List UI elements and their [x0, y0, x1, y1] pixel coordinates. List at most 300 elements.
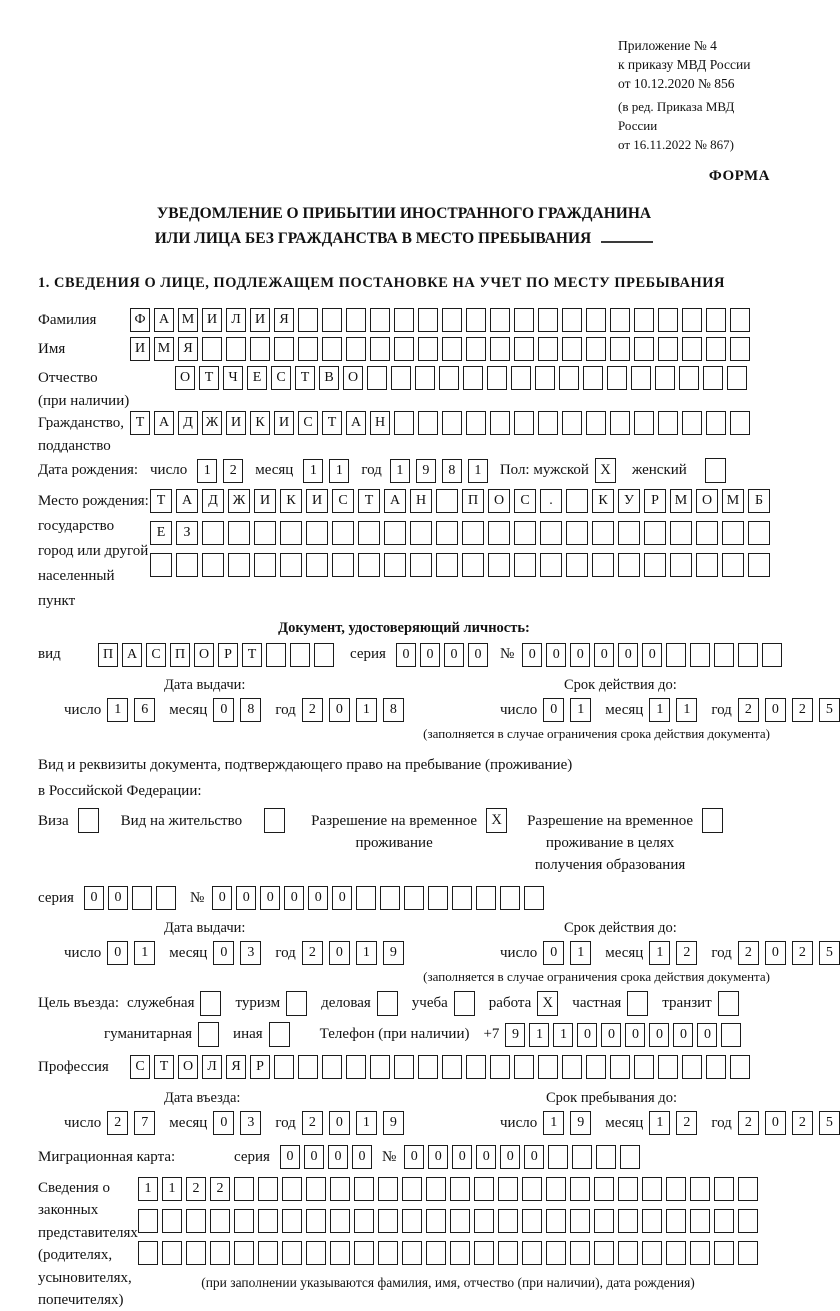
char-box[interactable] [618, 521, 640, 545]
char-box[interactable] [280, 521, 302, 545]
char-box[interactable] [282, 1241, 302, 1265]
char-box[interactable]: 8 [383, 698, 404, 722]
char-box[interactable] [394, 337, 414, 361]
char-box[interactable] [721, 1023, 741, 1047]
char-box[interactable] [354, 1241, 374, 1265]
char-box[interactable]: 0 [108, 886, 128, 910]
char-box[interactable] [514, 337, 534, 361]
char-box[interactable]: 2 [186, 1177, 206, 1201]
char-box[interactable] [570, 1177, 590, 1201]
stay-year-input[interactable] [738, 1111, 840, 1135]
char-box[interactable]: 0 [570, 643, 590, 667]
char-box[interactable]: 0 [332, 886, 352, 910]
char-box[interactable]: 0 [642, 643, 662, 667]
char-box[interactable] [466, 337, 486, 361]
id-doc-type-input[interactable] [98, 643, 334, 667]
char-box[interactable] [186, 1209, 206, 1233]
char-box[interactable] [306, 553, 328, 577]
char-box[interactable]: 2 [676, 941, 697, 965]
char-box[interactable]: 1 [356, 1111, 377, 1135]
char-box[interactable] [442, 411, 462, 435]
char-box[interactable] [418, 1055, 438, 1079]
char-box[interactable]: 1 [529, 1023, 549, 1047]
char-box[interactable]: 0 [543, 941, 564, 965]
char-box[interactable]: 9 [570, 1111, 591, 1135]
char-box[interactable] [378, 1209, 398, 1233]
char-box[interactable]: М [178, 308, 198, 332]
valid-day-input[interactable] [543, 941, 591, 965]
issue-month-input[interactable] [213, 941, 261, 965]
char-box[interactable]: 1 [138, 1177, 158, 1201]
char-box[interactable] [562, 411, 582, 435]
purpose-official-checkbox[interactable] [200, 991, 221, 1016]
char-box[interactable] [730, 308, 750, 332]
valid-month-input[interactable] [649, 698, 697, 722]
char-box[interactable]: 2 [792, 698, 813, 722]
char-box[interactable]: 1 [649, 941, 670, 965]
char-box[interactable] [488, 521, 510, 545]
residence-permit-checkbox[interactable] [264, 808, 285, 833]
char-box[interactable] [436, 553, 458, 577]
char-box[interactable] [642, 1241, 662, 1265]
char-box[interactable]: А [384, 489, 406, 513]
char-box[interactable] [655, 366, 675, 390]
char-box[interactable] [690, 643, 710, 667]
char-box[interactable] [634, 411, 654, 435]
char-box[interactable]: 0 [308, 886, 328, 910]
char-box[interactable]: М [154, 337, 174, 361]
char-box[interactable] [738, 643, 758, 667]
char-box[interactable]: Я [226, 1055, 246, 1079]
char-box[interactable]: 1 [468, 459, 488, 483]
purpose-private-checkbox[interactable] [627, 991, 648, 1016]
char-box[interactable] [234, 1177, 254, 1201]
char-box[interactable] [658, 308, 678, 332]
char-box[interactable]: 1 [390, 459, 410, 483]
char-box[interactable] [522, 1209, 542, 1233]
char-box[interactable]: Ч [223, 366, 243, 390]
char-box[interactable] [586, 1055, 606, 1079]
char-box[interactable]: О [194, 643, 214, 667]
char-box[interactable]: 1 [134, 941, 155, 965]
char-box[interactable] [738, 1177, 758, 1201]
char-box[interactable]: 0 [697, 1023, 717, 1047]
char-box[interactable] [498, 1241, 518, 1265]
char-box[interactable] [426, 1241, 446, 1265]
char-box[interactable] [356, 886, 376, 910]
char-box[interactable]: 9 [383, 1111, 404, 1135]
char-box[interactable]: 2 [210, 1177, 230, 1201]
char-box[interactable] [202, 337, 222, 361]
char-box[interactable]: 9 [383, 941, 404, 965]
char-box[interactable] [394, 1055, 414, 1079]
char-box[interactable]: М [722, 489, 744, 513]
char-box[interactable] [658, 337, 678, 361]
char-box[interactable] [566, 553, 588, 577]
char-box[interactable] [442, 1055, 462, 1079]
char-box[interactable] [540, 553, 562, 577]
char-box[interactable] [586, 337, 606, 361]
char-box[interactable]: А [122, 643, 142, 667]
char-box[interactable] [594, 1209, 614, 1233]
char-box[interactable] [714, 643, 734, 667]
char-box[interactable] [610, 308, 630, 332]
purpose-tourism-checkbox[interactable] [286, 991, 307, 1016]
char-box[interactable] [666, 1241, 686, 1265]
visa-checkbox[interactable] [78, 808, 99, 833]
char-box[interactable]: С [146, 643, 166, 667]
char-box[interactable] [762, 643, 782, 667]
char-box[interactable] [682, 1055, 702, 1079]
char-box[interactable]: Я [274, 308, 294, 332]
char-box[interactable] [210, 1209, 230, 1233]
char-box[interactable]: З [176, 521, 198, 545]
char-box[interactable]: И [202, 308, 222, 332]
char-box[interactable] [450, 1177, 470, 1201]
char-box[interactable] [228, 553, 250, 577]
char-box[interactable] [538, 411, 558, 435]
char-box[interactable] [410, 553, 432, 577]
char-box[interactable] [620, 1145, 640, 1169]
issue-year-input[interactable] [302, 941, 404, 965]
char-box[interactable] [714, 1209, 734, 1233]
char-box[interactable]: Т [358, 489, 380, 513]
char-box[interactable] [666, 643, 686, 667]
char-box[interactable]: 0 [236, 886, 256, 910]
birth-month-input[interactable] [303, 459, 349, 483]
residence-series-input[interactable] [84, 886, 176, 910]
char-box[interactable]: 2 [223, 459, 243, 483]
char-box[interactable] [570, 1241, 590, 1265]
char-box[interactable]: Р [644, 489, 666, 513]
char-box[interactable]: 0 [524, 1145, 544, 1169]
char-box[interactable]: 0 [452, 1145, 472, 1169]
char-box[interactable] [586, 411, 606, 435]
char-box[interactable]: Т [150, 489, 172, 513]
char-box[interactable]: 3 [240, 1111, 261, 1135]
purpose-work-checkbox[interactable]: X [537, 991, 558, 1016]
char-box[interactable]: П [98, 643, 118, 667]
char-box[interactable]: О [175, 366, 195, 390]
char-box[interactable] [466, 1055, 486, 1079]
char-box[interactable]: И [226, 411, 246, 435]
char-box[interactable] [500, 886, 520, 910]
char-box[interactable] [642, 1177, 662, 1201]
char-box[interactable]: Р [250, 1055, 270, 1079]
char-box[interactable]: С [130, 1055, 150, 1079]
char-box[interactable]: Ф [130, 308, 150, 332]
char-box[interactable]: 9 [505, 1023, 525, 1047]
char-box[interactable] [474, 1209, 494, 1233]
char-box[interactable]: Л [226, 308, 246, 332]
char-box[interactable]: С [332, 489, 354, 513]
valid-year-input[interactable] [738, 698, 840, 722]
char-box[interactable]: 2 [676, 1111, 697, 1135]
char-box[interactable] [522, 1177, 542, 1201]
char-box[interactable]: . [540, 489, 562, 513]
char-box[interactable] [306, 521, 328, 545]
char-box[interactable] [150, 553, 172, 577]
representatives-row3-input[interactable] [138, 1241, 758, 1265]
char-box[interactable]: 0 [500, 1145, 520, 1169]
char-box[interactable]: 1 [553, 1023, 573, 1047]
char-box[interactable] [634, 337, 654, 361]
char-box[interactable]: 0 [260, 886, 280, 910]
char-box[interactable] [384, 553, 406, 577]
char-box[interactable] [186, 1241, 206, 1265]
char-box[interactable] [738, 1241, 758, 1265]
char-box[interactable]: Н [370, 411, 390, 435]
char-box[interactable] [466, 308, 486, 332]
char-box[interactable]: 0 [618, 643, 638, 667]
char-box[interactable] [258, 1241, 278, 1265]
purpose-other-checkbox[interactable] [269, 1022, 290, 1047]
char-box[interactable] [730, 411, 750, 435]
char-box[interactable] [415, 366, 435, 390]
char-box[interactable]: П [462, 489, 484, 513]
issue-year-input[interactable] [302, 698, 404, 722]
char-box[interactable]: 0 [625, 1023, 645, 1047]
char-box[interactable] [450, 1209, 470, 1233]
char-box[interactable]: А [346, 411, 366, 435]
char-box[interactable] [290, 643, 310, 667]
char-box[interactable] [330, 1241, 350, 1265]
char-box[interactable] [490, 337, 510, 361]
id-doc-number-input[interactable] [522, 643, 782, 667]
char-box[interactable] [358, 521, 380, 545]
char-box[interactable] [234, 1209, 254, 1233]
char-box[interactable]: 0 [213, 698, 234, 722]
char-box[interactable] [176, 553, 198, 577]
char-box[interactable] [644, 553, 666, 577]
char-box[interactable]: Д [178, 411, 198, 435]
char-box[interactable]: 0 [212, 886, 232, 910]
char-box[interactable] [748, 521, 770, 545]
char-box[interactable] [380, 886, 400, 910]
char-box[interactable]: 8 [240, 698, 261, 722]
char-box[interactable] [634, 1055, 654, 1079]
char-box[interactable] [644, 521, 666, 545]
char-box[interactable] [428, 886, 448, 910]
char-box[interactable] [546, 1177, 566, 1201]
char-box[interactable] [727, 366, 747, 390]
temp-residence-checkbox[interactable]: X [486, 808, 507, 833]
char-box[interactable] [463, 366, 483, 390]
char-box[interactable]: Б [748, 489, 770, 513]
char-box[interactable]: 1 [676, 698, 697, 722]
stay-month-input[interactable] [649, 1111, 697, 1135]
char-box[interactable] [610, 411, 630, 435]
valid-month-input[interactable] [649, 941, 697, 965]
char-box[interactable]: 0 [522, 643, 542, 667]
char-box[interactable]: 0 [765, 941, 786, 965]
char-box[interactable] [498, 1177, 518, 1201]
char-box[interactable]: П [170, 643, 190, 667]
char-box[interactable]: Р [218, 643, 238, 667]
char-box[interactable] [682, 411, 702, 435]
char-box[interactable]: Е [247, 366, 267, 390]
char-box[interactable] [670, 521, 692, 545]
char-box[interactable] [439, 366, 459, 390]
char-box[interactable] [314, 643, 334, 667]
char-box[interactable]: И [250, 308, 270, 332]
migration-series-input[interactable] [280, 1145, 372, 1169]
char-box[interactable]: 0 [594, 643, 614, 667]
char-box[interactable] [538, 337, 558, 361]
char-box[interactable] [511, 366, 531, 390]
char-box[interactable]: 0 [601, 1023, 621, 1047]
char-box[interactable]: 0 [329, 1111, 350, 1135]
char-box[interactable] [631, 366, 651, 390]
char-box[interactable]: А [176, 489, 198, 513]
char-box[interactable]: 0 [577, 1023, 597, 1047]
char-box[interactable] [682, 308, 702, 332]
char-box[interactable]: 9 [416, 459, 436, 483]
char-box[interactable] [402, 1177, 422, 1201]
char-box[interactable]: 0 [213, 1111, 234, 1135]
char-box[interactable] [418, 308, 438, 332]
char-box[interactable] [476, 886, 496, 910]
char-box[interactable] [332, 553, 354, 577]
char-box[interactable] [474, 1241, 494, 1265]
char-box[interactable]: 1 [107, 698, 128, 722]
char-box[interactable] [682, 337, 702, 361]
char-box[interactable] [592, 553, 614, 577]
char-box[interactable] [378, 1241, 398, 1265]
char-box[interactable]: В [319, 366, 339, 390]
char-box[interactable] [346, 337, 366, 361]
char-box[interactable] [690, 1241, 710, 1265]
char-box[interactable] [466, 411, 486, 435]
temp-residence-education-checkbox[interactable] [702, 808, 723, 833]
char-box[interactable] [703, 366, 723, 390]
char-box[interactable] [370, 308, 390, 332]
char-box[interactable]: 0 [444, 643, 464, 667]
char-box[interactable] [514, 521, 536, 545]
char-box[interactable]: 1 [649, 698, 670, 722]
char-box[interactable]: 5 [819, 1111, 840, 1135]
char-box[interactable] [535, 366, 555, 390]
birth-place-row2-input[interactable] [150, 521, 770, 545]
entry-month-input[interactable] [213, 1111, 261, 1135]
char-box[interactable]: 0 [107, 941, 128, 965]
char-box[interactable] [391, 366, 411, 390]
char-box[interactable] [346, 308, 366, 332]
char-box[interactable]: 0 [284, 886, 304, 910]
char-box[interactable] [586, 308, 606, 332]
char-box[interactable]: 6 [134, 698, 155, 722]
char-box[interactable] [322, 1055, 342, 1079]
char-box[interactable]: Н [410, 489, 432, 513]
char-box[interactable]: 2 [738, 1111, 759, 1135]
char-box[interactable] [210, 1241, 230, 1265]
patronymic-input[interactable] [175, 366, 747, 390]
char-box[interactable] [522, 1241, 542, 1265]
char-box[interactable]: С [298, 411, 318, 435]
char-box[interactable] [156, 886, 176, 910]
char-box[interactable] [490, 1055, 510, 1079]
char-box[interactable] [514, 553, 536, 577]
char-box[interactable]: 1 [162, 1177, 182, 1201]
char-box[interactable]: 1 [303, 459, 323, 483]
char-box[interactable] [132, 886, 152, 910]
char-box[interactable] [402, 1209, 422, 1233]
char-box[interactable] [696, 521, 718, 545]
char-box[interactable] [280, 553, 302, 577]
char-box[interactable]: 0 [396, 643, 416, 667]
char-box[interactable] [450, 1241, 470, 1265]
char-box[interactable]: 5 [819, 698, 840, 722]
char-box[interactable] [690, 1209, 710, 1233]
char-box[interactable] [498, 1209, 518, 1233]
id-doc-series-input[interactable] [396, 643, 488, 667]
char-box[interactable]: 0 [352, 1145, 372, 1169]
char-box[interactable] [666, 1209, 686, 1233]
char-box[interactable]: 0 [765, 1111, 786, 1135]
char-box[interactable]: Т [199, 366, 219, 390]
char-box[interactable] [690, 1177, 710, 1201]
char-box[interactable]: С [514, 489, 536, 513]
char-box[interactable] [562, 308, 582, 332]
char-box[interactable] [594, 1177, 614, 1201]
char-box[interactable] [282, 1209, 302, 1233]
char-box[interactable] [679, 366, 699, 390]
char-box[interactable]: 0 [328, 1145, 348, 1169]
purpose-transit-checkbox[interactable] [718, 991, 739, 1016]
char-box[interactable]: Т [154, 1055, 174, 1079]
char-box[interactable]: О [696, 489, 718, 513]
char-box[interactable]: С [271, 366, 291, 390]
migration-number-input[interactable] [404, 1145, 640, 1169]
char-box[interactable] [607, 366, 627, 390]
char-box[interactable] [562, 1055, 582, 1079]
char-box[interactable] [322, 308, 342, 332]
char-box[interactable] [618, 1209, 638, 1233]
char-box[interactable]: 2 [302, 941, 323, 965]
char-box[interactable]: 2 [107, 1111, 128, 1135]
char-box[interactable] [402, 1241, 422, 1265]
purpose-humanitarian-checkbox[interactable] [198, 1022, 219, 1047]
char-box[interactable]: Ж [228, 489, 250, 513]
char-box[interactable] [298, 308, 318, 332]
char-box[interactable]: 1 [197, 459, 217, 483]
sex-female-checkbox[interactable] [705, 458, 726, 483]
birth-place-row1-input[interactable] [150, 489, 770, 513]
char-box[interactable] [474, 1177, 494, 1201]
char-box[interactable]: Д [202, 489, 224, 513]
char-box[interactable]: Л [202, 1055, 222, 1079]
char-box[interactable] [546, 1209, 566, 1233]
char-box[interactable] [250, 337, 270, 361]
char-box[interactable]: 2 [302, 1111, 323, 1135]
char-box[interactable]: 1 [570, 941, 591, 965]
char-box[interactable] [730, 337, 750, 361]
char-box[interactable]: 1 [356, 698, 377, 722]
char-box[interactable]: А [154, 308, 174, 332]
char-box[interactable] [410, 521, 432, 545]
char-box[interactable] [696, 553, 718, 577]
char-box[interactable]: 7 [134, 1111, 155, 1135]
char-box[interactable] [462, 553, 484, 577]
char-box[interactable] [462, 521, 484, 545]
stay-day-input[interactable] [543, 1111, 591, 1135]
valid-day-input[interactable] [543, 698, 591, 722]
entry-year-input[interactable] [302, 1111, 404, 1135]
char-box[interactable]: 2 [792, 941, 813, 965]
char-box[interactable]: О [343, 366, 363, 390]
char-box[interactable] [706, 1055, 726, 1079]
char-box[interactable] [538, 308, 558, 332]
